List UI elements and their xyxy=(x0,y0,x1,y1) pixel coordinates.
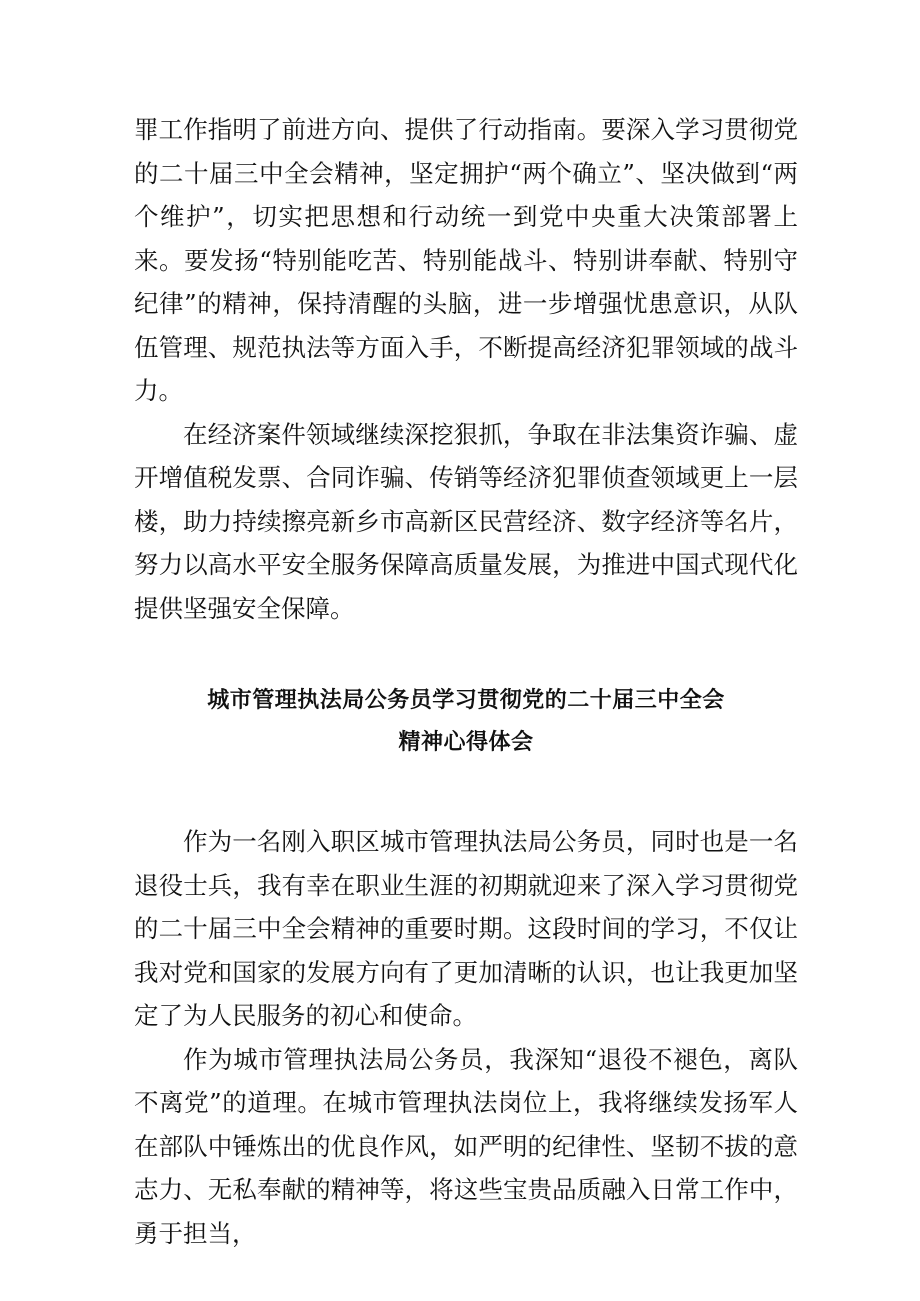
paragraph-intro: 作为一名刚入职区城市管理执法局公务员，同时也是一名退役士兵，我有幸在职业生涯的初期就迎来了深入学习贯彻党的二十届三中全会精神的重要时期。这段时间的学习，不仅让我对党和国家的发展方向有了更加清晰的认识，也让我更加坚定了为人民服务的初心和使命。 xyxy=(134,827,798,1030)
paragraph-continuation: 罪工作指明了前进方向、提供了行动指南。要深入学习贯彻党的二十届三中全会精神，坚定拥护“两个确立”、坚决做到“两个维护”，切实把思想和行动统一到党中央重大决策部署上来。要发扬“特别能吃苦、特别能战斗、特别讲奉献、特别守纪律”的精神，保持清醒的头脑，进一步增强忧患意识，从队伍管理、规范执法等方面入手，不断提高经济犯罪领域的战斗力。 xyxy=(134,115,798,405)
document-page xyxy=(134,108,798,1255)
paragraph-economic-cases: 在经济案件领域继续深挖狠抓，争取在非法集资诈骗、虚开增值税发票、合同诈骗、传销等经济犯罪侦查领域更上一层楼，助力持续擦亮新乡市高新区民营经济、数字经济等名片，努力以高水平安全服务保障高质量发展，为推进中国式现代化提供坚强安全保障。 xyxy=(134,419,798,623)
spacer xyxy=(134,764,798,820)
article-title-line-2: 精神心得体会 xyxy=(398,730,534,755)
article-title-line-1: 城市管理执法局公务员学习贯彻党的二十届三中全会 xyxy=(207,688,725,713)
paragraph-veteran-spirit: 作为城市管理执法局公务员，我深知“退役不褪色，离队不离党”的道理。在城市管理执法岗位上，我将继续发扬军人在部队中锤炼出的优良作风，如严明的纪律性、坚韧不拔的意志力、无私奉献的精神等，将这些宝贵品质融入日常工作中，勇于担当， xyxy=(134,1044,798,1248)
spacer xyxy=(134,630,798,680)
